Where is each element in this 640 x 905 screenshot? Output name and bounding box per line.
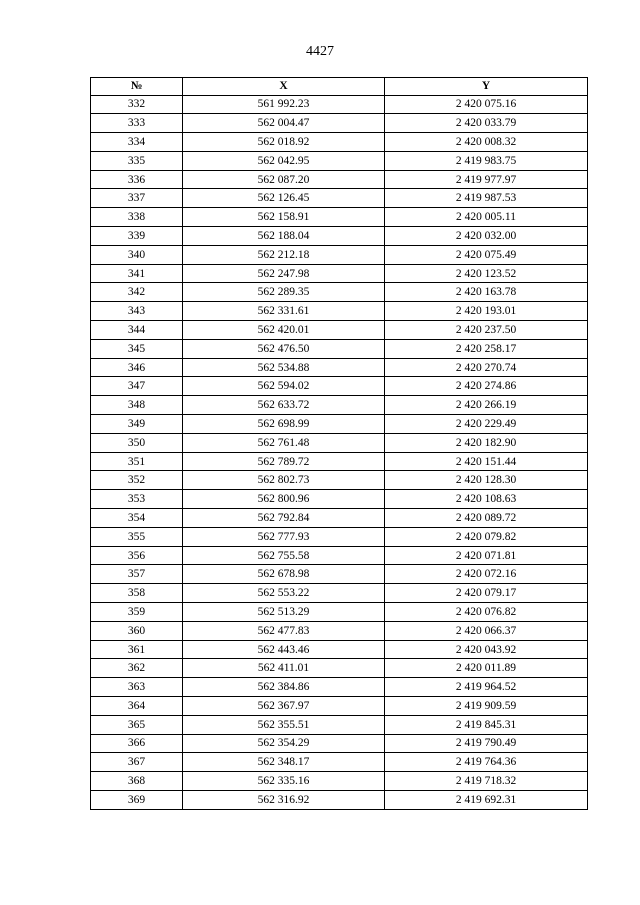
- cell-y: 2 419 692.31: [385, 790, 588, 809]
- table-row: [91, 697, 588, 716]
- cell-number: 351: [91, 452, 183, 471]
- cell-x: 562 087.20: [183, 170, 385, 189]
- cell-x: 562 513.29: [183, 603, 385, 622]
- cell-y: 2 420 066.37: [385, 621, 588, 640]
- cell-number: 346: [91, 358, 183, 377]
- cell-y: 2 420 079.82: [385, 527, 588, 546]
- cell-number: 333: [91, 114, 183, 133]
- table-row: [91, 678, 588, 697]
- cell-number: 353: [91, 490, 183, 509]
- table-row: [91, 509, 588, 528]
- cell-y: 2 420 076.82: [385, 603, 588, 622]
- cell-x: 562 158.91: [183, 208, 385, 227]
- table-row: [91, 415, 588, 434]
- cell-y: 2 420 032.00: [385, 227, 588, 246]
- cell-number: 350: [91, 433, 183, 452]
- cell-y: 2 420 193.01: [385, 302, 588, 321]
- cell-number: 332: [91, 95, 183, 114]
- cell-x: 562 420.01: [183, 321, 385, 340]
- cell-x: 562 384.86: [183, 678, 385, 697]
- cell-y: 2 420 033.79: [385, 114, 588, 133]
- table-row: [91, 283, 588, 302]
- column-header-y: Y: [385, 78, 588, 96]
- cell-x: 562 802.73: [183, 471, 385, 490]
- cell-y: 2 420 123.52: [385, 264, 588, 283]
- cell-y: 2 420 108.63: [385, 490, 588, 509]
- cell-x: 562 212.18: [183, 245, 385, 264]
- cell-y: 2 420 011.89: [385, 659, 588, 678]
- cell-y: 2 420 008.32: [385, 133, 588, 152]
- cell-x: 562 126.45: [183, 189, 385, 208]
- cell-x: 562 188.04: [183, 227, 385, 246]
- cell-x: 562 354.29: [183, 734, 385, 753]
- cell-number: 341: [91, 264, 183, 283]
- cell-number: 356: [91, 546, 183, 565]
- table-row: [91, 527, 588, 546]
- table-row: [91, 396, 588, 415]
- cell-x: 562 355.51: [183, 715, 385, 734]
- cell-number: 335: [91, 151, 183, 170]
- cell-y: 2 420 182.90: [385, 433, 588, 452]
- cell-y: 2 420 072.16: [385, 565, 588, 584]
- cell-x: 562 594.02: [183, 377, 385, 396]
- table-row: [91, 471, 588, 490]
- table-row: [91, 584, 588, 603]
- cell-number: 357: [91, 565, 183, 584]
- table-row: [91, 302, 588, 321]
- cell-x: 562 247.98: [183, 264, 385, 283]
- cell-number: 334: [91, 133, 183, 152]
- cell-y: 2 420 043.92: [385, 640, 588, 659]
- cell-x: 562 042.95: [183, 151, 385, 170]
- table-row: [91, 452, 588, 471]
- table-row: [91, 151, 588, 170]
- cell-number: 342: [91, 283, 183, 302]
- cell-number: 367: [91, 753, 183, 772]
- cell-x: 562 331.61: [183, 302, 385, 321]
- cell-number: 355: [91, 527, 183, 546]
- cell-number: 359: [91, 603, 183, 622]
- cell-x: 562 367.97: [183, 697, 385, 716]
- cell-y: 2 420 128.30: [385, 471, 588, 490]
- cell-x: 562 018.92: [183, 133, 385, 152]
- cell-y: 2 419 977.97: [385, 170, 588, 189]
- cell-x: 562 761.48: [183, 433, 385, 452]
- cell-number: 340: [91, 245, 183, 264]
- cell-y: 2 419 845.31: [385, 715, 588, 734]
- cell-number: 337: [91, 189, 183, 208]
- column-header-x: X: [183, 78, 385, 96]
- cell-y: 2 419 718.32: [385, 772, 588, 791]
- cell-y: 2 420 075.16: [385, 95, 588, 114]
- table-row: [91, 377, 588, 396]
- cell-y: 2 420 163.78: [385, 283, 588, 302]
- cell-x: 562 335.16: [183, 772, 385, 791]
- cell-x: 562 289.35: [183, 283, 385, 302]
- cell-y: 2 419 964.52: [385, 678, 588, 697]
- cell-number: 368: [91, 772, 183, 791]
- cell-x: 562 800.96: [183, 490, 385, 509]
- cell-x: 562 534.88: [183, 358, 385, 377]
- cell-y: 2 419 909.59: [385, 697, 588, 716]
- cell-y: 2 420 005.11: [385, 208, 588, 227]
- cell-x: 562 553.22: [183, 584, 385, 603]
- cell-x: 562 777.93: [183, 527, 385, 546]
- cell-y: 2 420 270.74: [385, 358, 588, 377]
- table-row: [91, 753, 588, 772]
- cell-y: 2 420 075.49: [385, 245, 588, 264]
- table-row: [91, 321, 588, 340]
- table-row: [91, 659, 588, 678]
- cell-number: 343: [91, 302, 183, 321]
- cell-x: 562 348.17: [183, 753, 385, 772]
- table-row: [91, 565, 588, 584]
- cell-y: 2 419 790.49: [385, 734, 588, 753]
- coordinates-table: [90, 77, 588, 810]
- cell-y: 2 420 274.86: [385, 377, 588, 396]
- cell-number: 338: [91, 208, 183, 227]
- cell-y: 2 419 983.75: [385, 151, 588, 170]
- cell-number: 339: [91, 227, 183, 246]
- cell-y: 2 420 229.49: [385, 415, 588, 434]
- cell-number: 369: [91, 790, 183, 809]
- cell-x: 562 633.72: [183, 396, 385, 415]
- cell-number: 364: [91, 697, 183, 716]
- table-row: [91, 208, 588, 227]
- table-row: [91, 734, 588, 753]
- cell-x: 562 004.47: [183, 114, 385, 133]
- cell-number: 344: [91, 321, 183, 340]
- cell-x: 562 476.50: [183, 339, 385, 358]
- cell-x: 561 992.23: [183, 95, 385, 114]
- cell-number: 358: [91, 584, 183, 603]
- cell-number: 354: [91, 509, 183, 528]
- cell-number: 349: [91, 415, 183, 434]
- cell-x: 562 698.99: [183, 415, 385, 434]
- cell-y: 2 420 151.44: [385, 452, 588, 471]
- cell-y: 2 420 071.81: [385, 546, 588, 565]
- cell-number: 362: [91, 659, 183, 678]
- cell-x: 562 316.92: [183, 790, 385, 809]
- cell-number: 360: [91, 621, 183, 640]
- cell-x: 562 411.01: [183, 659, 385, 678]
- table-row: [91, 245, 588, 264]
- table-row: [91, 790, 588, 809]
- table-row: [91, 490, 588, 509]
- cell-x: 562 477.83: [183, 621, 385, 640]
- page-number: 4427: [306, 44, 334, 59]
- cell-x: 562 755.58: [183, 546, 385, 565]
- cell-y: 2 419 764.36: [385, 753, 588, 772]
- cell-x: 562 789.72: [183, 452, 385, 471]
- table-row: [91, 603, 588, 622]
- table-row: [91, 170, 588, 189]
- cell-number: 363: [91, 678, 183, 697]
- cell-number: 336: [91, 170, 183, 189]
- cell-y: 2 419 987.53: [385, 189, 588, 208]
- table-row: [91, 95, 588, 114]
- table-row: [91, 264, 588, 283]
- cell-y: 2 420 089.72: [385, 509, 588, 528]
- cell-y: 2 420 258.17: [385, 339, 588, 358]
- table-row: [91, 339, 588, 358]
- table-body: [91, 95, 588, 809]
- table-row: [91, 715, 588, 734]
- table-row: [91, 114, 588, 133]
- cell-x: 562 678.98: [183, 565, 385, 584]
- cell-number: 348: [91, 396, 183, 415]
- table-row: [91, 227, 588, 246]
- table-row: [91, 546, 588, 565]
- cell-y: 2 420 079.17: [385, 584, 588, 603]
- table-row: [91, 433, 588, 452]
- cell-y: 2 420 266.19: [385, 396, 588, 415]
- cell-x: 562 792.84: [183, 509, 385, 528]
- cell-number: 361: [91, 640, 183, 659]
- cell-number: 352: [91, 471, 183, 490]
- column-header-number: №: [91, 78, 183, 96]
- table-row: [91, 640, 588, 659]
- table-row: [91, 621, 588, 640]
- cell-x: 562 443.46: [183, 640, 385, 659]
- cell-y: 2 420 237.50: [385, 321, 588, 340]
- cell-number: 345: [91, 339, 183, 358]
- cell-number: 365: [91, 715, 183, 734]
- table-row: [91, 133, 588, 152]
- cell-number: 366: [91, 734, 183, 753]
- cell-number: 347: [91, 377, 183, 396]
- table-row: [91, 358, 588, 377]
- table-header-row: [91, 78, 588, 96]
- table-row: [91, 189, 588, 208]
- table-row: [91, 772, 588, 791]
